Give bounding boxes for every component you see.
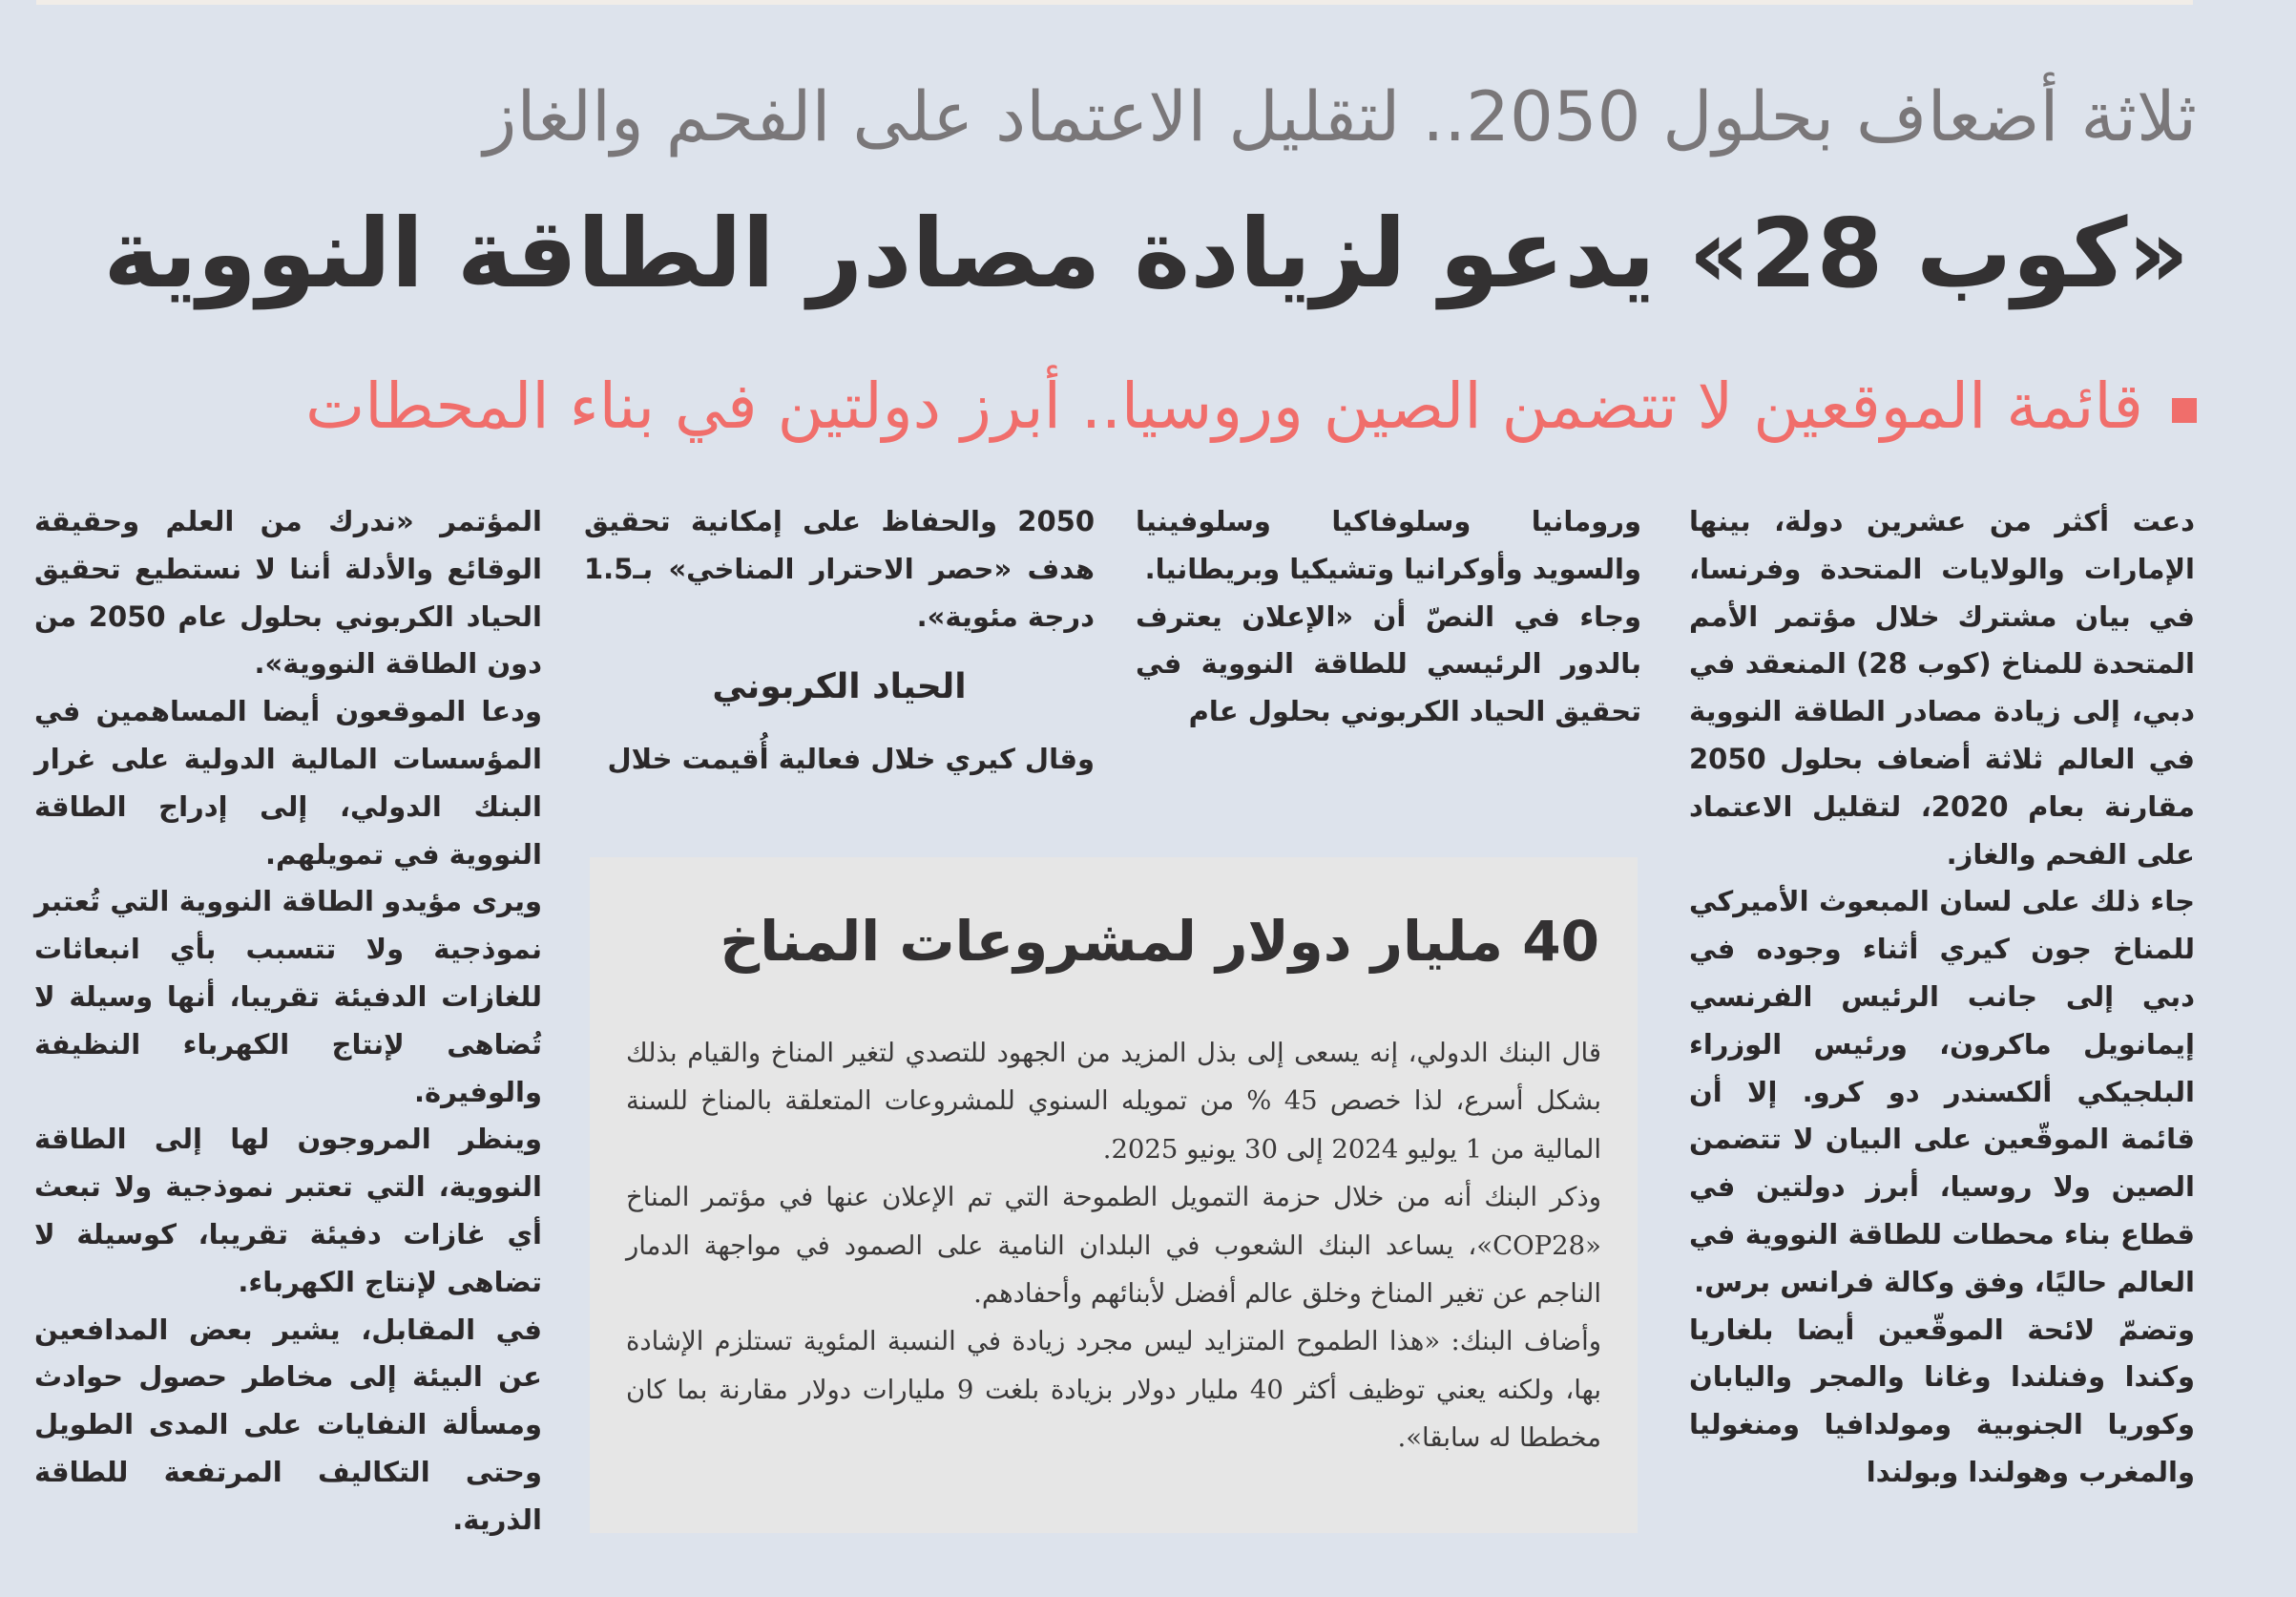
sidebar-box [590,857,1638,1533]
text-column-4 [34,498,542,1544]
body-paragraph: ورومانيا وسلوفاكيا وسلوفينيا والسويد وأوكرانيا وتشيكيا وبريطانيا. [1136,505,1641,585]
top-rule [36,0,2193,5]
text-column-2 [1136,498,1641,736]
body-paragraph: المؤتمر «ندرك من العلم وحقيقة الوقائع والأدلة أننا لا نستطيع تحقيق الحياد الكربوني بحلول عام 2050 من دون الطاقة النووية». [34,505,542,681]
sidebar-box-title: 40 مليار دولار لمشروعات المناخ [720,909,1599,974]
body-paragraph: وينظر المروجون لها إلى الطاقة النووية، التي تعتبر نموذجية ولا تبعث أي غازات دفيئة تقريبا، كوسيلة لا تضاهى لإنتاج الكهرباء. [34,1123,542,1298]
body-paragraph: وقال كيري خلال فعالية أُقيمت خلال [607,743,1095,776]
body-paragraph: في المقابل، يشير بعض المدافعين عن البيئة إلى مخاطر حصول حوادث ومسألة النفايات على المدى الطويل وحتى التكاليف المرتفعة للطاقة الذرية. [34,1313,542,1536]
text-column-3 [584,498,1095,784]
body-paragraph: ويرى مؤيدو الطاقة النووية التي تُعتبر نموذجية ولا تتسبب بأي انبعاثات للغازات الدفيئة تقريبا، أنها وسيلة لا تُضاهى لإنتاج الكهرباء النظيفة والوفيرة. [34,885,542,1108]
body-paragraph: قال البنك الدولي، إنه يسعى إلى بذل المزيد من الجهود للتصدي لتغير المناخ والقيام بذلك بشكل أسرع، لذا خصص 45 % من تمويله السنوي للمشروعات المتعلقة بالمناخ للسنة المالية من 1 يوليو 2024 إلى 30 يونيو 2025. [626,1038,1601,1165]
article-subhead [78,355,2197,458]
sidebar-box-body [626,1029,1601,1462]
article-kicker: ثلاثة أضعاف بحلول 2050.. لتقليل الاعتماد على الفحم والغاز [483,76,2197,157]
body-paragraph: دعت أكثر من عشرين دولة، بينها الإمارات والولايات المتحدة وفرنسا، في بيان مشترك خلال مؤتمر الأمم المتحدة للمناخ (كوب 28) المنعقد في دبي، إلى زيادة مصادر الطاقة النووية في العالم ثلاثة أضعاف بحلول 2050 مقارنة بعام 2020، لتقليل الاعتماد على الفحم والغاز. [1689,505,2195,871]
body-paragraph: ودعا الموقعون أيضا المساهمين في المؤسسات المالية الدولية على غرار البنك الدولي، إلى إدراج الطاقة النووية في تمويلهم. [34,695,542,871]
body-paragraph: 2050 والحفاظ على إمكانية تحقيق هدف «حصر الاحترار المناخي» بـ1.5 درجة مئوية». [584,505,1095,633]
bullet-square-icon [2172,398,2197,423]
body-paragraph: وأضاف البنك: «هذا الطموح المتزايد ليس مجرد زيادة في النسبة المئوية تستلزم الإشادة بها، ولكنه يعني توظيف أكثر 40 مليار دولار بزيادة بلغت 9 مليارات دولار مقارنة بما كان مخططا له سابقا». [626,1326,1601,1454]
body-paragraph: وجاء في النصّ أن «الإعلان يعترف بالدور الرئيسي للطاقة النووية في تحقيق الحياد الكربوني بحلول عام [1136,599,1641,728]
article-headline: «كوب 28» يدعو لزيادة مصادر الطاقة النووية [103,198,2189,309]
text-column-1 [1689,498,2195,1497]
body-paragraph: وذكر البنك أنه من خلال حزمة التمويل الطموحة التي تم الإعلان عنها في مؤتمر المناخ «COP28»، يساعد البنك الشعوب في البلدان النامية على الصمود في مواجهة الدمار الناجم عن تغير المناخ وخلق عالم أفضل لأبنائهم وأحفادهم. [626,1182,1601,1310]
body-paragraph: وتضمّ لائحة الموقّعين أيضا بلغاريا وكندا وفنلندا وغانا والمجر واليابان وكوريا الجنوبية ومولدافيا ومنغوليا والمغرب وهولندا وبولندا [1689,1313,2195,1488]
crosshead: الحياد الكربوني [712,667,967,707]
body-paragraph: جاء ذلك على لسان المبعوث الأميركي للمناخ جون كيري أثناء وجوده في دبي إلى جانب الرئيس الفرنسي إيمانويل ماكرون، ورئيس الوزراء البلجيكي ألكسندر دو كرو. إلا أن قائمة الموقّعين على البيان لا تتضمن الصين ولا روسيا، أبرز دولتين في قطاع بناء محطات للطاقة النووية في العالم حاليًا، وفق وكالة فرانس برس. [1689,885,2195,1298]
article-subhead-text: قائمة الموقعين لا تتضمن الصين وروسيا.. أبرز دولتين في بناء المحطات [305,369,2143,443]
